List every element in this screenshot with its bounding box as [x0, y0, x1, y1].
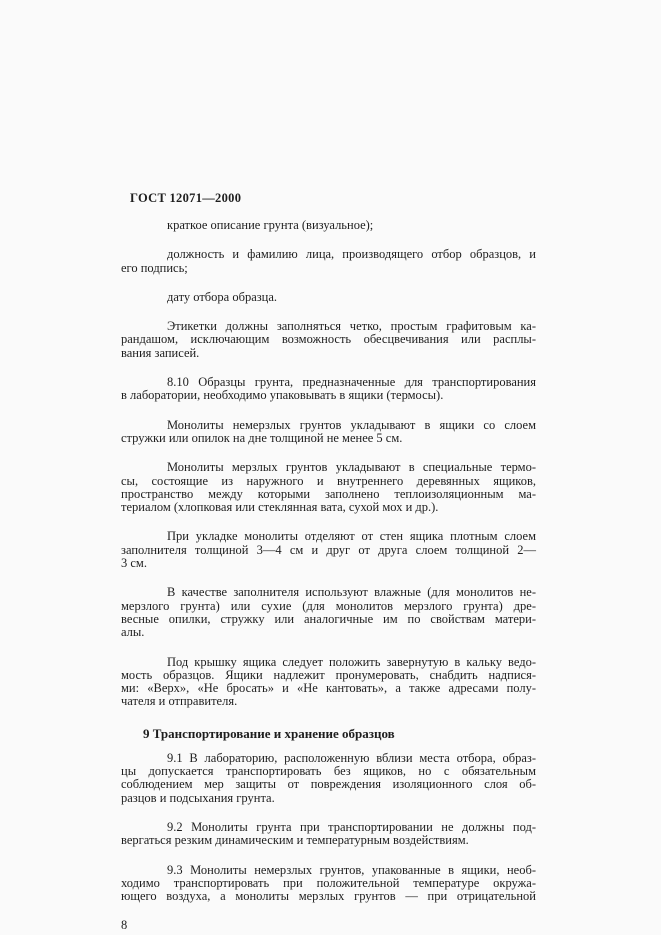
- text-line: 9.2 Монолиты грунта при транспортировании не должны под-: [167, 819, 536, 834]
- text-line: ющего воздуха, а монолиты мерзлых грунтов — при отрицательной: [121, 889, 536, 904]
- text-line: пространство между которыми заполнено теплоизоляционным ма-: [121, 486, 536, 501]
- text-line: ми: «Верх», «Не бросать» и «Не кантовать», а также адресами полу-: [121, 681, 536, 696]
- text-line: В качестве заполнителя используют влажные (для монолитов не-: [167, 585, 536, 600]
- text-line: вания записей.: [121, 345, 200, 360]
- text-line: его подпись;: [121, 260, 188, 275]
- text-line: соблюдением мер защиты от повреждения изоляционного слоя об-: [121, 777, 536, 792]
- text-line: Этикетки должны заполняться четко, простым графитовым ка-: [167, 319, 536, 334]
- text-line: териалом (хлопковая или стеклянная вата, сухой мох и др.).: [121, 500, 439, 515]
- section-heading: 9 Транспортирование и хранение образцов: [143, 725, 395, 741]
- document-page: [121, 192, 536, 932]
- text-line: При укладке монолиты отделяют от стен ящика плотным слоем: [167, 529, 536, 544]
- page-number: 8: [121, 918, 128, 933]
- text-line: должность и фамилию лица, производящего отбор образцов, и: [167, 247, 536, 262]
- text-line: 9.3 Монолиты немерзлых грунтов, упакованные в ящики, необ-: [167, 862, 536, 877]
- text-line: разцов и подсыхания грунта.: [121, 790, 275, 805]
- text-line: 8.10 Образцы грунта, предназначенные для транспортирования: [167, 375, 536, 390]
- text-line: мерзлого грунта) или сухие (для монолитов мерзлого грунта) дре-: [121, 598, 536, 613]
- text-line: ходимо транспортировать при положительной температуре окружа-: [121, 875, 536, 890]
- text-line: дату отбора образца.: [167, 289, 278, 304]
- text-line: сы, состоящие из наружного и внутреннего деревянных ящиков,: [121, 473, 536, 488]
- text-line: в лаборатории, необходимо упаковывать в ящики (термосы).: [121, 388, 444, 403]
- text-line: цы допускается транспортировать без ящиков, но с обязательным: [121, 764, 536, 779]
- text-line: вергаться резким динамическим и температурным воздействиям.: [121, 833, 469, 848]
- text-line: заполнителя толщиной 3—4 см и друг от друга слоем толщиной 2—: [121, 542, 536, 557]
- text-line: рандашом, исключающим возможность обесцвечивания или расплы-: [121, 332, 536, 347]
- text-line: краткое описание грунта (визуальное);: [167, 218, 374, 232]
- text-line: Под крышку ящика следует положить завернутую в кальку ведо-: [167, 654, 536, 669]
- text-line: Монолиты мерзлых грунтов укладывают в специальные термо-: [167, 460, 536, 475]
- text-line: стружки или опилок на дне толщиной не менее 5 см.: [121, 430, 403, 445]
- text-line: алы.: [121, 625, 145, 640]
- text-line: 3 см.: [121, 556, 147, 571]
- text-line: 9.1 В лабораторию, расположенную вблизи места отбора, образ-: [167, 750, 536, 765]
- text-line: Монолиты немерзлых грунтов укладывают в ящики со слоем: [167, 417, 536, 432]
- text-line: весные опилки, стружку или аналогичные им по свойствам матери-: [121, 611, 536, 626]
- text-line: мость образцов. Ящики надлежит пронумеровать, снабдить надпися-: [121, 667, 536, 682]
- standard-designation-header: ГОСТ 12071—2000: [130, 191, 242, 205]
- text-line: чателя и отправителя.: [121, 694, 238, 709]
